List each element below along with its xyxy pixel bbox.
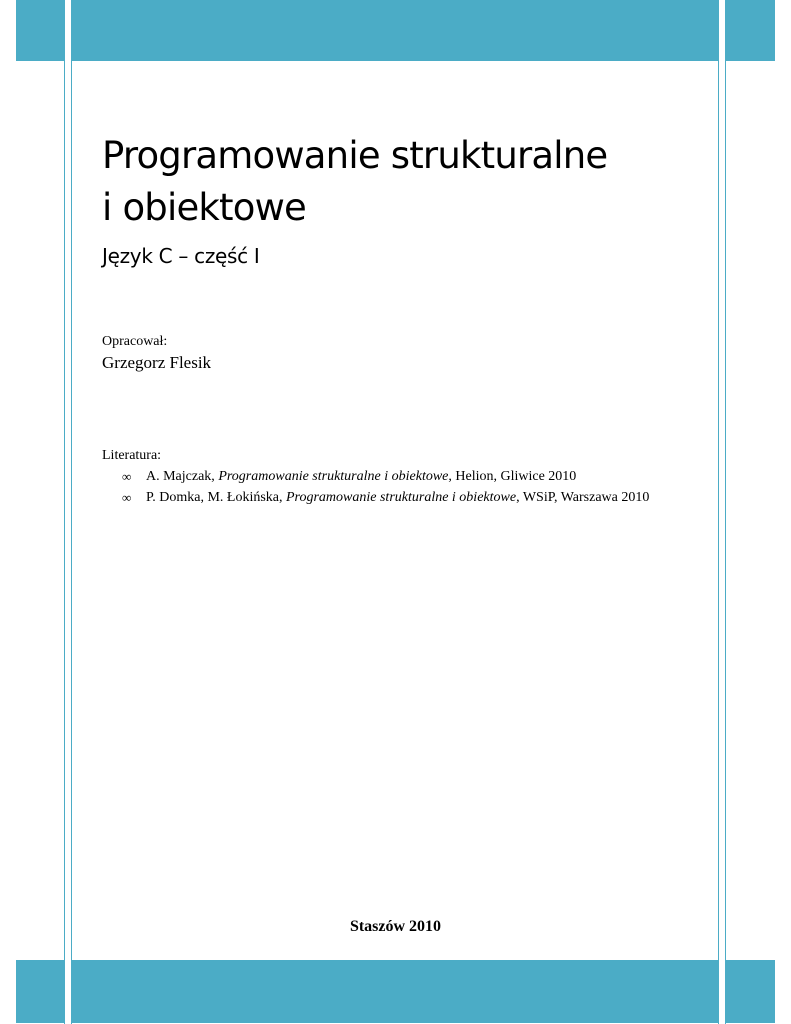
author-label: Opracował: [102, 334, 168, 349]
literature-text: A. Majczak, Programowanie strukturalne i obiektowe, Helion, Gliwice 2010 [146, 469, 577, 484]
top-accent-band [16, 0, 775, 61]
bullet-icon: ∞ [122, 490, 132, 505]
literature-item [102, 466, 649, 487]
literature-label: Literatura: [102, 448, 162, 463]
literature-list [102, 466, 649, 508]
title-line-2: i obiektowe [102, 186, 307, 229]
literature-item [102, 487, 649, 508]
author-name: Grzegorz Flesik [102, 353, 212, 372]
title-line-1: Programowanie strukturalne [102, 134, 608, 177]
right-vertical-rule [718, 0, 726, 1024]
place-and-year: Staszów 2010 [349, 918, 442, 935]
literature-text: P. Domka, M. Łokińska, Programowanie strukturalne i obiektowe, WSiP, Warszawa 2010 [146, 490, 650, 505]
document-title [102, 130, 702, 234]
left-vertical-rule [64, 0, 72, 1024]
document-subtitle: Język C – część I [102, 244, 260, 268]
bullet-icon: ∞ [122, 469, 132, 484]
bottom-accent-band [16, 960, 775, 1023]
